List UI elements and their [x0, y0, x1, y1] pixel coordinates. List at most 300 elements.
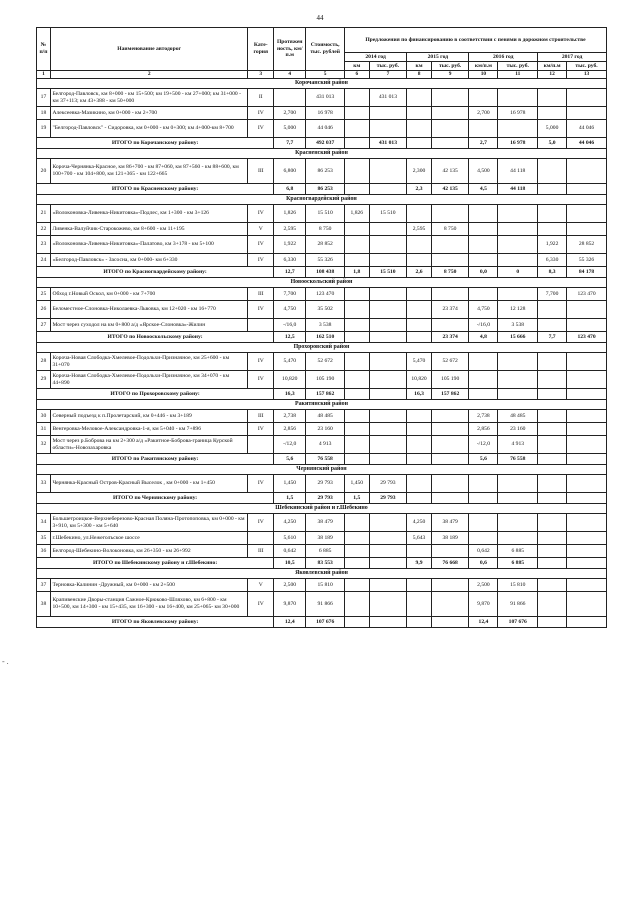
- total-label: ИТОГО по Новооскольскому району:: [37, 332, 274, 343]
- total-label: ИТОГО по Корочанскому району:: [37, 138, 274, 149]
- header-cost: Стоимость, тыс. рублей: [306, 28, 345, 71]
- header-no: № п/п: [37, 28, 51, 71]
- sum-2014: [369, 301, 407, 319]
- km-2017: [538, 493, 567, 504]
- sum-2016: 76 558: [498, 454, 538, 465]
- header-year-2014: 2014 год: [344, 53, 406, 62]
- sum-2015: 42 135: [431, 184, 469, 195]
- km-2017: [538, 514, 567, 532]
- header-sub: тыс. руб.: [498, 62, 538, 71]
- km-2017: [538, 423, 567, 436]
- km-2014: [344, 545, 369, 558]
- sum-2014: [369, 254, 407, 267]
- sum-2017: [567, 353, 607, 371]
- row-number: 25: [37, 288, 51, 301]
- km-2016: [469, 389, 498, 400]
- km-2016: 12,4: [469, 617, 498, 628]
- km-2015: 9,9: [407, 558, 432, 569]
- sum-2014: [369, 514, 407, 532]
- road-row: [37, 592, 607, 617]
- sum-2016: 15 666: [498, 332, 538, 343]
- road-row: [37, 205, 607, 223]
- km-2015: 2,300: [407, 159, 432, 184]
- sum-2017: [567, 592, 607, 617]
- road-length: 12,4: [274, 617, 306, 628]
- district-section-row: [37, 504, 607, 514]
- sum-2014: [369, 410, 407, 423]
- km-2015: 5,643: [407, 532, 432, 545]
- km-2014: [344, 592, 369, 617]
- sum-2017: 123 470: [567, 332, 607, 343]
- column-number: 4: [274, 71, 306, 79]
- district-title: Красненский район: [37, 149, 607, 159]
- sum-2014: [369, 617, 407, 628]
- header-sub: тыс. руб.: [567, 62, 607, 71]
- total-label: ИТОГО по Красногвардейскому району:: [37, 267, 274, 278]
- sum-2017: 44 046: [567, 120, 607, 138]
- road-name: Большетроицкое-Верхнеберезово-Красная Поляна-Протопоповка, км 0+000 - км 3+910, км 5+300 - км 5+640: [50, 514, 247, 532]
- road-row: [37, 475, 607, 493]
- sum-2017: [567, 371, 607, 389]
- road-category: [248, 319, 274, 332]
- sum-2017: 84 178: [567, 267, 607, 278]
- km-2015: [407, 592, 432, 617]
- km-2014: [344, 558, 369, 569]
- sum-2015: 23 374: [431, 301, 469, 319]
- km-2015: 4,250: [407, 514, 432, 532]
- road-cost: 157 862: [306, 389, 345, 400]
- road-cost: 15 510: [306, 205, 345, 223]
- district-section-row: [37, 278, 607, 288]
- road-name: Короча-Чернянка-Красное, км 86+700 - км 87+060, км 87+560 - км 88+600, км 100+700 - км 104+800, км 121+365 - км 122+665: [50, 159, 247, 184]
- road-category: V: [248, 579, 274, 592]
- road-row: [37, 120, 607, 138]
- sum-2015: 8 750: [431, 267, 469, 278]
- row-number: 24: [37, 254, 51, 267]
- km-2015: [407, 475, 432, 493]
- sum-2017: 123 470: [567, 288, 607, 301]
- km-2014: [344, 423, 369, 436]
- road-length: 5,610: [274, 532, 306, 545]
- sum-2014: 15 510: [369, 267, 407, 278]
- sum-2017: 55 326: [567, 254, 607, 267]
- header-year-2017: 2017 год: [538, 53, 607, 62]
- km-2017: 1,922: [538, 236, 567, 254]
- road-row: [37, 423, 607, 436]
- road-financing-table: [36, 27, 607, 628]
- sum-2014: [369, 223, 407, 236]
- road-cost: 105 190: [306, 371, 345, 389]
- km-2016: 2,856: [469, 423, 498, 436]
- km-2015: [407, 332, 432, 343]
- sum-2016: [498, 475, 538, 493]
- road-length: 4,250: [274, 514, 306, 532]
- km-2015: 2,6: [407, 267, 432, 278]
- road-length: 4,750: [274, 301, 306, 319]
- road-cost: 29 793: [306, 475, 345, 493]
- column-number: 7: [369, 71, 407, 79]
- sum-2015: [431, 107, 469, 120]
- road-cost: 52 672: [306, 353, 345, 371]
- column-number: 6: [344, 71, 369, 79]
- sum-2015: 38 479: [431, 514, 469, 532]
- km-2014: [344, 371, 369, 389]
- sum-2017: [567, 436, 607, 454]
- road-row: [37, 159, 607, 184]
- sum-2016: [498, 389, 538, 400]
- page-number: 44: [316, 14, 324, 22]
- road-row: [37, 288, 607, 301]
- km-2016: [469, 514, 498, 532]
- road-length: 7,700: [274, 288, 306, 301]
- road-length: -/12,0: [274, 436, 306, 454]
- km-2015: [407, 89, 432, 107]
- km-2017: 7,7: [538, 332, 567, 343]
- road-length: 2,500: [274, 579, 306, 592]
- column-number: 5: [306, 71, 345, 79]
- sum-2015: [431, 545, 469, 558]
- road-row: [37, 89, 607, 107]
- sum-2017: [567, 410, 607, 423]
- km-2014: [344, 254, 369, 267]
- district-section-row: [37, 400, 607, 410]
- sum-2017: [567, 617, 607, 628]
- sum-2017: [567, 184, 607, 195]
- road-name: Короча-Новая Слободка-Хмелевое-Подольхи-Призначное, км 25+600 - км 31+070: [50, 353, 247, 371]
- sum-2017: [567, 579, 607, 592]
- sum-2015: [431, 579, 469, 592]
- road-name: Белгород-Шебекино-Волоконовка, км 26+350 - км 26+992: [50, 545, 247, 558]
- road-category: IV: [248, 423, 274, 436]
- row-number: 35: [37, 532, 51, 545]
- column-number: 2: [50, 71, 247, 79]
- road-cost: 23 160: [306, 423, 345, 436]
- km-2017: 5,0: [538, 138, 567, 149]
- km-2014: [344, 159, 369, 184]
- road-cost: 86 253: [306, 159, 345, 184]
- road-category: III: [248, 288, 274, 301]
- road-row: [37, 514, 607, 532]
- km-2016: [469, 254, 498, 267]
- district-title: Шебекинский район и г.Шебекино: [37, 504, 607, 514]
- km-2016: 0,0: [469, 267, 498, 278]
- road-length: 5,470: [274, 353, 306, 371]
- road-length: 5,000: [274, 120, 306, 138]
- sum-2017: [567, 389, 607, 400]
- sum-2016: 23 160: [498, 423, 538, 436]
- row-number: 19: [37, 120, 51, 138]
- sum-2017: [567, 514, 607, 532]
- sum-2016: [498, 353, 538, 371]
- total-label: ИТОГО по Чернянскому району:: [37, 493, 274, 504]
- km-2016: [469, 493, 498, 504]
- road-cost: 108 438: [306, 267, 345, 278]
- sum-2014: 29 793: [369, 475, 407, 493]
- road-category: II: [248, 89, 274, 107]
- road-length: 6,800: [274, 159, 306, 184]
- sum-2015: [431, 89, 469, 107]
- sum-2016: [498, 371, 538, 389]
- km-2014: [344, 353, 369, 371]
- road-length: 12,5: [274, 332, 306, 343]
- district-title: Прохоровский район: [37, 343, 607, 353]
- sum-2015: [431, 454, 469, 465]
- km-2016: -/16,0: [469, 319, 498, 332]
- road-name: Ливенка-Валуйчик-Старокожево, км 8+600 - км 11+195: [50, 223, 247, 236]
- road-length: 1,922: [274, 236, 306, 254]
- road-length: 16,3: [274, 389, 306, 400]
- road-category: IV: [248, 205, 274, 223]
- sum-2017: [567, 159, 607, 184]
- km-2016: [469, 475, 498, 493]
- sum-2017: [567, 89, 607, 107]
- road-name: Мост через суходол на км 0+800 а/д «Ярское-Слоновка»-Жилин: [50, 319, 247, 332]
- road-category: IV: [248, 514, 274, 532]
- district-total-row: [37, 138, 607, 149]
- km-2014: [344, 223, 369, 236]
- km-2015: [407, 236, 432, 254]
- km-2014: 1,5: [344, 493, 369, 504]
- sum-2016: 0: [498, 267, 538, 278]
- km-2015: 16,3: [407, 389, 432, 400]
- km-2017: 7,700: [538, 288, 567, 301]
- sum-2015: [431, 410, 469, 423]
- sum-2016: 107 676: [498, 617, 538, 628]
- km-2014: [344, 120, 369, 138]
- row-number: 27: [37, 319, 51, 332]
- road-cost: 431 013: [306, 89, 345, 107]
- km-2015: [407, 436, 432, 454]
- road-name: Северный подъезд к п.Пролетарский, км 0+446 - км 3+189: [50, 410, 247, 423]
- km-2017: [538, 592, 567, 617]
- km-2015: [407, 423, 432, 436]
- road-row: [37, 371, 607, 389]
- sum-2014: [369, 353, 407, 371]
- km-2017: [538, 353, 567, 371]
- road-category: IV: [248, 254, 274, 267]
- road-length: 2,595: [274, 223, 306, 236]
- road-cost: 44 046: [306, 120, 345, 138]
- km-2015: [407, 617, 432, 628]
- km-2014: [344, 89, 369, 107]
- km-2015: 2,595: [407, 223, 432, 236]
- district-section-row: [37, 79, 607, 89]
- road-length: 5,6: [274, 454, 306, 465]
- sum-2014: [369, 288, 407, 301]
- road-cost: 4 913: [306, 436, 345, 454]
- row-number: 33: [37, 475, 51, 493]
- district-total-row: [37, 184, 607, 195]
- column-number: 3: [248, 71, 274, 79]
- road-name: «Волоконовка-Ливенка-Никитовка»-Подлес, км 1+300 - км 3+126: [50, 205, 247, 223]
- sum-2014: [369, 389, 407, 400]
- sum-2014: 29 793: [369, 493, 407, 504]
- column-number: 12: [538, 71, 567, 79]
- km-2016: 9,870: [469, 592, 498, 617]
- km-2016: 0,642: [469, 545, 498, 558]
- km-2014: 1,8: [344, 267, 369, 278]
- km-2016: [469, 236, 498, 254]
- km-2016: [469, 120, 498, 138]
- sum-2014: [369, 545, 407, 558]
- road-name: «Белгород-Павловск» - Засосна, км 0+000- км 6+330: [50, 254, 247, 267]
- km-2015: [407, 138, 432, 149]
- sum-2017: [567, 223, 607, 236]
- side-mark: - .: [2, 657, 9, 666]
- km-2017: [538, 319, 567, 332]
- road-cost: 162 510: [306, 332, 345, 343]
- district-total-row: [37, 493, 607, 504]
- km-2015: [407, 120, 432, 138]
- header-year-2015: 2015 год: [407, 53, 469, 62]
- road-cost: 15 810: [306, 579, 345, 592]
- sum-2014: [369, 423, 407, 436]
- road-name: Обход г.Новый Оскол, км 0+000 - км 7+700: [50, 288, 247, 301]
- km-2015: [407, 205, 432, 223]
- km-2015: [407, 301, 432, 319]
- sum-2015: [431, 120, 469, 138]
- km-2016: 4,5: [469, 184, 498, 195]
- road-cost: 16 978: [306, 107, 345, 120]
- km-2015: [407, 254, 432, 267]
- sum-2015: 23 374: [431, 332, 469, 343]
- sum-2014: [369, 107, 407, 120]
- road-cost: 3 538: [306, 319, 345, 332]
- road-category: IV: [248, 592, 274, 617]
- road-row: [37, 545, 607, 558]
- sum-2016: 6 885: [498, 558, 538, 569]
- km-2015: [407, 493, 432, 504]
- km-2017: [538, 410, 567, 423]
- sum-2015: [431, 254, 469, 267]
- sum-2017: [567, 107, 607, 120]
- column-number: 11: [498, 71, 538, 79]
- km-2014: 1,826: [344, 205, 369, 223]
- km-2014: [344, 184, 369, 195]
- sum-2014: [369, 436, 407, 454]
- km-2015: [407, 579, 432, 592]
- sum-2016: 4 913: [498, 436, 538, 454]
- road-length: 6,330: [274, 254, 306, 267]
- sum-2015: [431, 138, 469, 149]
- km-2016: 5,6: [469, 454, 498, 465]
- road-length: 0,642: [274, 545, 306, 558]
- road-name: «Волоконовка-Ливенка-Никитовка»-Палатово, км 3+178 - км 5+100: [50, 236, 247, 254]
- header-name: Наименование автодорог: [50, 28, 247, 71]
- district-total-row: [37, 332, 607, 343]
- sum-2014: [369, 558, 407, 569]
- sum-2016: [498, 89, 538, 107]
- total-label: ИТОГО по Прохоровскому району:: [37, 389, 274, 400]
- sum-2015: 76 668: [431, 558, 469, 569]
- km-2014: [344, 107, 369, 120]
- km-2016: 2,738: [469, 410, 498, 423]
- district-total-row: [37, 267, 607, 278]
- km-2016: 4,8: [469, 332, 498, 343]
- km-2016: 0,6: [469, 558, 498, 569]
- road-category: [248, 436, 274, 454]
- road-length: 7,7: [274, 138, 306, 149]
- row-number: 34: [37, 514, 51, 532]
- km-2016: [469, 205, 498, 223]
- header-sub: км: [407, 62, 432, 71]
- road-cost: 76 558: [306, 454, 345, 465]
- sum-2016: 16 978: [498, 138, 538, 149]
- km-2017: [538, 617, 567, 628]
- road-row: [37, 532, 607, 545]
- road-name: Алексеевка-Мазикино, км 0+000 - км 2+700: [50, 107, 247, 120]
- sum-2017: [567, 319, 607, 332]
- road-row: [37, 319, 607, 332]
- km-2017: [538, 532, 567, 545]
- km-2016: 4,750: [469, 301, 498, 319]
- road-category: IV: [248, 475, 274, 493]
- sum-2017: [567, 545, 607, 558]
- road-name: Мост через р.Боброва на км 2+300 а/д «Ракитное-Боброва-граница Курской области»-Новозахаровка: [50, 436, 247, 454]
- total-label: ИТОГО по Шебекинскому району и г.Шебекино:: [37, 558, 274, 569]
- road-row: [37, 223, 607, 236]
- sum-2015: 52 672: [431, 353, 469, 371]
- header-category: Кате- гория: [248, 28, 274, 71]
- km-2015: 5,470: [407, 353, 432, 371]
- road-category: IV: [248, 301, 274, 319]
- road-length: 10,820: [274, 371, 306, 389]
- road-length: 2,856: [274, 423, 306, 436]
- road-category: IV: [248, 371, 274, 389]
- district-title: Корочанский район: [37, 79, 607, 89]
- km-2017: [538, 301, 567, 319]
- sum-2016: 91 866: [498, 592, 538, 617]
- sum-2015: [431, 493, 469, 504]
- road-cost: 48 485: [306, 410, 345, 423]
- km-2015: [407, 107, 432, 120]
- road-length: -/16,0: [274, 319, 306, 332]
- sum-2015: 42 135: [431, 159, 469, 184]
- sum-2016: [498, 288, 538, 301]
- road-length: 12,7: [274, 267, 306, 278]
- road-category: III: [248, 410, 274, 423]
- road-cost: 492 037: [306, 138, 345, 149]
- km-2017: 8,3: [538, 267, 567, 278]
- km-2015: [407, 410, 432, 423]
- header-proposals: Предложения по финансированию в соответствии с пенями в дорожном строительстве: [344, 28, 606, 53]
- road-length: 1,450: [274, 475, 306, 493]
- road-row: [37, 579, 607, 592]
- total-label: ИТОГО по Яковлевскому району:: [37, 617, 274, 628]
- district-total-row: [37, 558, 607, 569]
- sum-2015: [431, 319, 469, 332]
- km-2016: [469, 89, 498, 107]
- sum-2016: 44 118: [498, 184, 538, 195]
- sum-2015: [431, 475, 469, 493]
- road-length: 6,8: [274, 184, 306, 195]
- sum-2014: 431 013: [369, 89, 407, 107]
- road-name: Крапивенские Дворы-станция Сажное-Крюково-Шляхово, км 6+800 - км 10+500, км 14+300 - км 15+435, км 16+300 - км 16+400, км 25+065- км 30+000: [50, 592, 247, 617]
- sum-2016: 3 538: [498, 319, 538, 332]
- sum-2015: [431, 205, 469, 223]
- row-number: 17: [37, 89, 51, 107]
- km-2016: -/12,0: [469, 436, 498, 454]
- district-title: Новооскольский район: [37, 278, 607, 288]
- road-category: IV: [248, 107, 274, 120]
- km-2017: [538, 107, 567, 120]
- km-2017: [538, 389, 567, 400]
- road-cost: 55 326: [306, 254, 345, 267]
- km-2017: [538, 205, 567, 223]
- column-number: 8: [407, 71, 432, 79]
- sum-2014: [369, 319, 407, 332]
- sum-2015: [431, 436, 469, 454]
